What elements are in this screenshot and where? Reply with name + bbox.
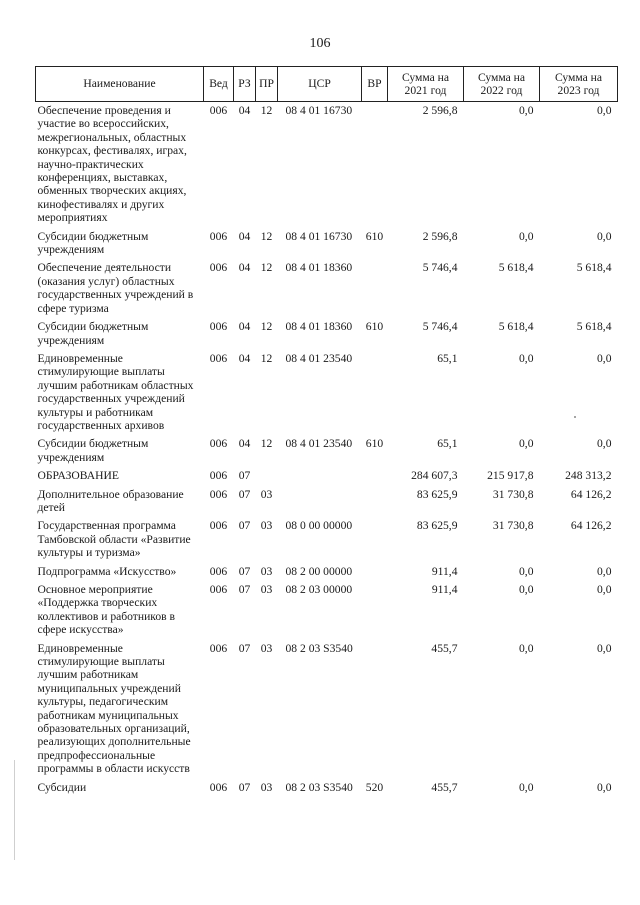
scan-margin-mark	[14, 760, 15, 860]
cell-name: Дополнительное образование детей	[37, 487, 184, 514]
header-sum-2022: Сумма на 2022 год	[464, 67, 540, 102]
scan-dot	[574, 416, 576, 418]
cell-rz: 04	[238, 229, 251, 243]
cell-pr: 03	[260, 564, 273, 578]
cell-vr	[362, 517, 388, 562]
cell-sum-2022: 31 730,8	[492, 487, 534, 501]
cell-ved: 006	[209, 104, 228, 117]
cell-ved: 006	[209, 564, 228, 578]
cell-vr	[362, 467, 388, 485]
cell-sum-2023: 5 618,4	[576, 320, 612, 334]
cell-sum-2023: 64 126,2	[570, 487, 612, 501]
cell-name: Субсидии	[37, 780, 87, 794]
cell-rz: 04	[238, 261, 251, 275]
cell-csr: 08 4 01 18360	[285, 261, 353, 275]
cell-sum-2023: 0,0	[597, 641, 612, 655]
cell-ved: 006	[209, 780, 228, 794]
cell-sum-2022: 0,0	[519, 437, 534, 451]
cell-sum-2023: 0,0	[597, 104, 612, 117]
cell-ved: 006	[209, 351, 228, 365]
cell-rz: 07	[238, 519, 251, 533]
table-row	[36, 563, 618, 581]
cell-pr: 03	[260, 519, 273, 533]
table-row	[36, 486, 618, 518]
cell-csr	[278, 486, 362, 518]
cell-vr: 610	[365, 437, 384, 451]
cell-name: Государственная программа Тамбовской области «Развитие культуры и туризма»	[37, 519, 191, 560]
header-ved: Вед	[204, 67, 234, 102]
cell-vr: 520	[365, 780, 384, 794]
cell-ved: 006	[209, 519, 228, 533]
cell-name: Субсидии бюджетным учреждениям	[37, 320, 149, 347]
cell-sum-2023: 0,0	[597, 780, 612, 794]
cell-sum-2023: 64 126,2	[570, 519, 612, 533]
cell-name: Подпрограмма «Искусство»	[37, 564, 177, 578]
cell-pr: 03	[260, 641, 273, 655]
cell-sum-2023: 0,0	[597, 229, 612, 243]
cell-pr: 03	[260, 583, 273, 596]
cell-sum-2021: 2 596,8	[422, 104, 458, 117]
cell-vr	[362, 581, 388, 640]
cell-pr: 12	[260, 437, 273, 451]
cell-ved: 006	[209, 229, 228, 243]
cell-sum-2021: 65,1	[437, 437, 458, 451]
cell-sum-2021: 83 625,9	[416, 487, 458, 501]
cell-sum-2021: 455,7	[431, 641, 458, 655]
table-row	[36, 581, 618, 640]
table-row	[36, 517, 618, 562]
cell-sum-2022: 0,0	[519, 583, 534, 596]
cell-rz: 07	[238, 780, 251, 794]
cell-sum-2023: 5 618,4	[576, 261, 612, 275]
table-body	[36, 102, 618, 798]
cell-csr: 08 2 03 S3540	[285, 780, 353, 794]
cell-sum-2022: 0,0	[519, 104, 534, 117]
header-csr: ЦСР	[278, 67, 362, 102]
cell-pr: 12	[260, 104, 273, 117]
header-sum-2021: Сумма на 2021 год	[388, 67, 464, 102]
table-row	[36, 350, 618, 435]
page-number: 106	[309, 36, 331, 51]
cell-name: Субсидии бюджетным учреждениям	[37, 437, 149, 464]
cell-name: ОБРАЗОВАНИЕ	[37, 469, 119, 483]
cell-csr: 08 2 03 00000	[285, 583, 353, 596]
cell-rz: 07	[238, 564, 251, 578]
cell-sum-2022: 0,0	[519, 641, 534, 655]
cell-ved: 006	[209, 641, 228, 655]
cell-sum-2022: 5 618,4	[498, 261, 534, 275]
cell-vr	[362, 350, 388, 435]
cell-rz: 07	[238, 641, 251, 655]
cell-sum-2022: 31 730,8	[492, 519, 534, 533]
cell-vr	[362, 259, 388, 318]
cell-vr: 610	[365, 229, 384, 243]
cell-ved: 006	[209, 320, 228, 334]
table-row	[36, 467, 618, 485]
cell-pr: 12	[260, 320, 273, 334]
cell-csr: 08 4 01 16730	[285, 104, 353, 117]
cell-pr: 12	[260, 261, 273, 275]
cell-sum-2021: 455,7	[431, 780, 458, 794]
cell-ved: 006	[209, 583, 228, 596]
cell-ved: 006	[209, 437, 228, 451]
cell-ved: 006	[209, 469, 228, 483]
header-pr: ПР	[256, 67, 278, 102]
cell-csr: 08 4 01 18360	[285, 320, 353, 334]
cell-rz: 07	[238, 583, 251, 596]
cell-sum-2022: 0,0	[519, 564, 534, 578]
cell-sum-2022: 5 618,4	[498, 320, 534, 334]
cell-pr: 12	[260, 229, 273, 243]
cell-vr	[362, 640, 388, 779]
table-header-row	[36, 67, 618, 102]
cell-sum-2021: 5 746,4	[422, 261, 458, 275]
cell-rz: 07	[238, 469, 251, 483]
cell-csr: 08 4 01 16730	[285, 229, 353, 243]
cell-csr: 08 2 00 00000	[285, 564, 353, 578]
budget-table	[35, 66, 618, 797]
cell-sum-2022: 215 917,8	[487, 469, 534, 483]
cell-name: Единовременные стимулирующие выплаты лучшим работникам областных государственных учреждений культуры и работникам государственных архивов	[37, 351, 194, 432]
table-row	[36, 640, 618, 779]
header-name: Наименование	[36, 67, 204, 102]
cell-csr	[278, 467, 362, 485]
cell-csr: 08 4 01 23540	[285, 437, 353, 451]
cell-rz: 04	[238, 104, 251, 117]
cell-sum-2021: 5 746,4	[422, 320, 458, 334]
header-vr: ВР	[362, 67, 388, 102]
cell-sum-2023: 0,0	[597, 437, 612, 451]
header-sum-2023: Сумма на 2023 год	[540, 67, 618, 102]
table-row	[36, 318, 618, 350]
cell-sum-2021: 2 596,8	[422, 229, 458, 243]
cell-sum-2021: 65,1	[437, 351, 458, 365]
cell-rz: 07	[238, 487, 251, 501]
cell-sum-2021: 83 625,9	[416, 519, 458, 533]
header-rz: РЗ	[234, 67, 256, 102]
cell-vr	[362, 486, 388, 518]
cell-ved: 006	[209, 487, 228, 501]
cell-vr	[362, 563, 388, 581]
cell-sum-2022: 0,0	[519, 351, 534, 365]
table-row	[36, 102, 618, 228]
table-row	[36, 228, 618, 260]
cell-name: Обеспечение деятельности (оказания услуг) областных государственных учреждений в сфере туризма	[37, 261, 194, 315]
cell-name: Субсидии бюджетным учреждениям	[37, 229, 149, 257]
cell-rz: 04	[238, 351, 251, 365]
cell-name: Единовременные стимулирующие выплаты лучшим работникам муниципальных учреждений культуры, педагогическим работникам муниципальных образовательных организаций, реализующих дополнительные предпрофессиональные программы в области искусств	[37, 641, 191, 776]
cell-vr	[362, 102, 388, 228]
cell-sum-2023: 248 313,2	[565, 469, 612, 483]
table-row	[36, 779, 618, 797]
cell-sum-2023: 0,0	[597, 351, 612, 365]
cell-pr	[256, 467, 278, 485]
cell-pr: 03	[260, 487, 273, 501]
cell-pr: 12	[260, 351, 273, 365]
cell-csr: 08 0 00 00000	[285, 519, 353, 533]
cell-name: Обеспечение проведения и участие во всероссийских, межрегиональных, областных конкурсах, фестивалях, играх, научно-практических конференциях, выставках, обменных творческих акциях, кинофестивалях и других мероприятиях	[37, 104, 187, 225]
table-row	[36, 259, 618, 318]
budget-table-container	[35, 66, 617, 797]
cell-pr: 03	[260, 780, 273, 794]
cell-csr: 08 4 01 23540	[285, 351, 353, 365]
cell-vr: 610	[365, 320, 384, 334]
cell-ved: 006	[209, 261, 228, 275]
cell-csr: 08 2 03 S3540	[285, 641, 353, 655]
cell-rz: 04	[238, 437, 251, 451]
cell-sum-2023: 0,0	[597, 564, 612, 578]
cell-rz: 04	[238, 320, 251, 334]
cell-sum-2022: 0,0	[519, 229, 534, 243]
cell-sum-2021: 911,4	[431, 583, 458, 596]
cell-sum-2022: 0,0	[519, 780, 534, 794]
cell-sum-2023: 0,0	[597, 583, 612, 596]
cell-name: Основное мероприятие «Поддержка творческих коллективов и работников в сфере искусства»	[37, 583, 175, 637]
cell-sum-2021: 911,4	[431, 564, 458, 578]
cell-sum-2021: 284 607,3	[411, 469, 458, 483]
table-row	[36, 435, 618, 467]
